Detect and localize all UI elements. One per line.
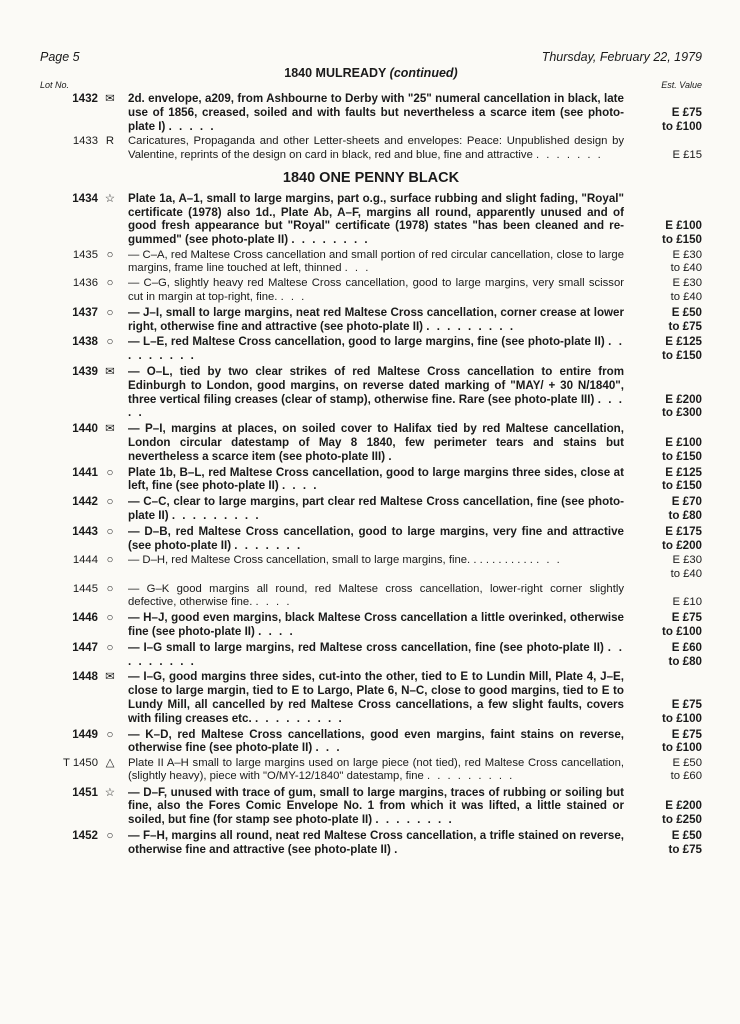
estimate-low: E £100: [665, 219, 702, 233]
lot-estimate: [624, 135, 702, 161]
lot-estimate: [624, 829, 702, 857]
lot-row: [40, 829, 702, 857]
lot-description: [122, 422, 624, 463]
section-heading-mulready: 1840 MULREADY (continued): [284, 66, 458, 80]
lot-condition-icon: R: [105, 135, 115, 148]
lot-description-text: — D–B, red Maltese Cross cancellation, good to large margins, very fine and attractive (see photo-plate II): [128, 524, 624, 552]
lot-estimate: [624, 611, 702, 639]
lot-row: [40, 611, 702, 639]
estimate-high: to £300: [662, 406, 702, 420]
lot-number: 1436: [72, 277, 98, 290]
lot-number: 1449: [72, 727, 98, 741]
lot-description-text: Plate II A–H small to large margins used on large piece (not tied), red Maltese Cross cancellation, (slightly heavy), piece with "O/MY-12/1840" datestamp, fine: [128, 757, 624, 783]
lot-estimate: [624, 92, 702, 133]
lot-condition-icon: ○: [106, 727, 114, 741]
lot-number: 1437: [72, 305, 98, 319]
lot-condition-icon: ○: [106, 828, 114, 842]
lot-list-mulready: [40, 92, 702, 162]
lot-row: [40, 365, 702, 420]
lot-description: [122, 306, 624, 334]
lot-condition-icon: ○: [106, 611, 114, 625]
lot-condition-icon: ☆: [104, 191, 116, 205]
lot-estimate: [624, 525, 702, 553]
lot-description-text: — F–H, margins all round, neat red Maltese Cross cancellation, a trifle stained on reverse, otherwise fine and attractive (see photo-plate II): [128, 828, 624, 856]
lot-number: 1442: [72, 495, 98, 509]
estimate-low: E £50: [671, 305, 702, 319]
lot-condition-icon: ○: [106, 335, 114, 349]
lot-description: [122, 611, 624, 639]
leader-dots: . . . .: [258, 624, 295, 638]
lot-condition-icon: ○: [106, 524, 114, 538]
estimate-high: to £75: [668, 319, 702, 333]
estimate-high: to £75: [668, 842, 702, 856]
lot-estimate: [624, 757, 702, 783]
lot-estimate: [624, 306, 702, 334]
lot-number: 1447: [72, 640, 98, 654]
estimate-low: E £30: [672, 248, 702, 261]
estimate-low: E £30: [672, 277, 702, 290]
estimate-low: E £175: [665, 524, 702, 538]
lot-estimate: [624, 583, 702, 609]
estimate-high: to £200: [662, 538, 702, 552]
lot-description: [122, 554, 624, 580]
estimate-low: E £200: [665, 799, 702, 813]
lot-description: [122, 670, 624, 725]
lot-description-text: — P–I, margins at places, on soiled cover to Halifax tied by red Maltese cancellation, London circular datestamp of May 8 1840, few perimeter tears and stains but nevertheless a scarce item (see photo-plate III): [128, 422, 624, 463]
estimate-high: to £150: [662, 349, 702, 363]
lot-number: 1444: [72, 554, 98, 567]
lot-description-text: Plate 1b, B–L, red Maltese Cross cancellation, good to large margins three sides, close at left, fine (see photo-plate II): [128, 465, 624, 493]
lot-estimate: [624, 728, 702, 756]
estimate-high: to £80: [668, 508, 702, 522]
leader-dots: . . . . . . . . .: [128, 335, 624, 363]
leader-dots: . . . . . . . . .: [426, 770, 515, 783]
lot-row: [40, 641, 702, 669]
lot-number: 1448: [72, 670, 98, 684]
lot-description-text: Plate 1a, A–1, small to large margins, part o.g., surface rubbing and slight fading, "Royal" certificate (1978) also 1d., Plate Ab, A–F, margins all round, apparently unused and of good fresh appearance but "Royal" certificate (1978) states "has been cleaned and re-gummed" (see photo-plate II): [128, 191, 624, 247]
lot-row: [40, 422, 702, 463]
lot-description: [122, 365, 624, 420]
leader-dots: . . . . .: [128, 392, 624, 420]
estimate-low: E £200: [665, 392, 702, 406]
lot-condition-icon: ○: [106, 465, 114, 479]
lot-condition-icon: ✉: [105, 422, 115, 436]
leader-dots: . . .: [280, 290, 307, 303]
estimate-high: to £100: [662, 711, 702, 725]
estimate-high: to £150: [662, 233, 702, 247]
estimate-low: E £50: [671, 828, 702, 842]
lot-description: [122, 249, 624, 275]
lot-condition-icon: ○: [106, 277, 114, 290]
lot-condition-icon: ○: [106, 554, 114, 567]
lot-condition-icon: ✉: [105, 364, 115, 378]
estimate-low: E £30: [672, 554, 702, 567]
lot-description-text: — G–K good margins all round, red Maltese cross cancellation, lower-right corner slightly defective, otherwise fine.: [128, 582, 624, 608]
lot-estimate: [624, 786, 702, 827]
est-value-header: Est. Value: [661, 80, 702, 90]
leader-dots: .: [394, 842, 400, 856]
lot-condition-icon: ☆: [104, 785, 116, 799]
lot-description: [122, 583, 624, 609]
lot-row: [40, 757, 702, 783]
lot-row: [40, 670, 702, 725]
estimate-low: E £125: [665, 465, 702, 479]
lot-description-text: — I–G small to large margins, red Maltese cross cancellation, fine (see photo-plate II): [128, 640, 604, 654]
lot-condition-icon: ✉: [105, 92, 115, 105]
estimate-low: E £125: [665, 335, 702, 349]
sale-date: Thursday, February 22, 1979: [541, 50, 702, 64]
estimate-high: to £80: [668, 654, 702, 668]
lot-description-text: Caricatures, Propaganda and other Letter-sheets and envelopes: Peace: Unpublished design by Valentine, reprints of the design on card in black, red and blue, fine and attractive: [128, 135, 624, 161]
lot-number: 1433: [72, 135, 98, 148]
lot-condition-icon: ○: [106, 248, 114, 261]
lot-row: [40, 583, 702, 609]
lot-number: 1435: [72, 248, 98, 261]
leader-dots: . . . . . . .: [536, 148, 603, 161]
estimate-high: to £60: [670, 770, 702, 783]
lot-estimate: [624, 277, 702, 303]
lot-estimate: [624, 335, 702, 363]
lot-number: 1432: [72, 92, 98, 105]
lot-estimate: [624, 466, 702, 494]
lot-description: [122, 641, 624, 669]
estimate-high: to £40: [670, 290, 702, 303]
estimate-high: to £150: [662, 479, 702, 493]
lot-row: [40, 728, 702, 756]
lot-number: T 1450: [63, 757, 98, 770]
lot-estimate: [624, 249, 702, 275]
lot-description-text: — C–C, clear to large margins, part clear red Maltese Cross cancellation, fine (see photo-plate II): [128, 495, 624, 522]
estimate-high: to £250: [662, 813, 702, 827]
lot-description: [122, 495, 624, 523]
lot-row: [40, 92, 702, 133]
lot-description: [122, 92, 624, 133]
lot-description-text: — I–G, good margins three sides, cut-into the other, tied to E to Lundin Mill, Plate 4, J–E, close to large margin, tied to E to Largo, Plate 6, N–C, close to good margins, tied to E to Lundy Mill, all cancelled by red Maltese Cross cancellations, a few slight faults, covers with filing creases etc.: [128, 670, 624, 725]
lot-description-text: — D–H, red Maltese Cross cancellation, small to large margins, fine. . . . . . . . . . .: [128, 554, 533, 567]
leader-dots: . . . . . . . . .: [171, 508, 261, 522]
lot-description-text: 2d. envelope, a209, from Ashbourne to Derby with "25" numeral cancellation in black, late use of 1856, creased, soiled and with faults but nevertheless a scarce item (see photo-plate I): [128, 92, 624, 133]
lot-number: 1439: [72, 364, 98, 378]
lot-condition-icon: ○: [106, 582, 114, 595]
lot-estimate: [624, 670, 702, 725]
lot-description: [122, 728, 624, 756]
lot-number: 1440: [72, 422, 98, 436]
leader-dots: . . .: [315, 741, 342, 755]
lot-estimate: [624, 365, 702, 420]
lot-description: [122, 829, 624, 857]
lot-list-penny-black: [40, 192, 702, 857]
leader-dots: .: [388, 449, 394, 463]
estimate-low: E £100: [665, 435, 702, 449]
lot-description: [122, 786, 624, 827]
page-number: Page 5: [40, 50, 80, 64]
lot-condition-icon: ○: [106, 495, 114, 509]
leader-dots: . . .: [344, 262, 371, 275]
lot-row: [40, 525, 702, 553]
estimate-high: to £100: [662, 624, 702, 638]
lot-estimate: [624, 192, 702, 247]
lot-description: [122, 277, 624, 303]
estimate-high: E £10: [672, 595, 702, 608]
estimate-high: to £100: [662, 741, 702, 755]
estimate-high: to £150: [662, 449, 702, 463]
catalogue-page: [40, 50, 702, 859]
estimate-low: E £75: [671, 105, 702, 119]
leader-dots: . . . . . . .: [234, 538, 303, 552]
lot-description: [122, 135, 624, 161]
lot-description-text: — H–J, good even margins, black Maltese Cross cancellation a little overinked, otherwise fine (see photo-plate II): [128, 611, 624, 638]
lot-number: 1434: [72, 191, 98, 205]
leader-dots: . . . . . . . . .: [254, 711, 344, 725]
leader-dots: . . . . .: [168, 119, 216, 133]
lot-row: [40, 249, 702, 275]
leader-dots: . . . . . . . .: [375, 813, 454, 827]
lot-row: [40, 786, 702, 827]
estimate-high: E £15: [672, 148, 702, 161]
lot-number: 1441: [72, 465, 98, 479]
lot-description-text: — C–A, red Maltese Cross cancellation and small portion of red circular cancellation, close to large margins, frame line touched at left, thinned: [128, 248, 624, 275]
lot-description: [122, 192, 624, 247]
leader-dots: . . . . . . . . .: [426, 319, 516, 333]
page-header: [40, 50, 702, 64]
leader-dots: . . .: [536, 554, 562, 567]
lot-estimate: [624, 641, 702, 669]
lot-number: 1443: [72, 524, 98, 538]
leader-dots: . . . . . . . . .: [128, 640, 625, 668]
lot-description: [122, 525, 624, 553]
lot-number: 1446: [72, 611, 98, 625]
lot-description: [122, 466, 624, 494]
lot-no-header: Lot No.: [40, 80, 70, 90]
lot-description-text: — O–L, tied by two clear strikes of red Maltese Cross cancellation to entire from Edinburgh to London, good margins, on reverse dated marking of "MAY/ + 30 N/1840", three vertical filing creases (clear of stamp), otherwise fine. Rare (see photo-plate III): [128, 364, 624, 406]
lot-row: [40, 466, 702, 494]
lot-description-text: — D–F, unused with trace of gum, small to large margins, traces of rubbing or soiling but fine, also the Fores Comic Envelope No. 1 from which it was lifted, a little stained or soiled, but fine (for stamp see photo-plate II): [128, 785, 624, 827]
lot-description-text: — C–G, slightly heavy red Maltese Cross cancellation, good to large margins, very small scissor cut in margin at top-right, fine.: [128, 277, 624, 303]
lot-row: [40, 554, 702, 580]
leader-dots: . . . . . . . .: [291, 233, 370, 247]
lot-description-text: — L–E, red Maltese Cross cancellation, good to large margins, fine (see photo-plate II): [128, 335, 605, 349]
estimate-high: to £40: [670, 262, 702, 275]
lot-estimate: [624, 422, 702, 463]
estimate-low: E £75: [671, 611, 702, 625]
lot-estimate: [624, 554, 702, 580]
lot-row: [40, 495, 702, 523]
estimate-low: E £60: [671, 640, 702, 654]
lot-estimate: [624, 495, 702, 523]
lot-description-text: — K–D, red Maltese Cross cancellations, good even margins, faint stains on reverse, otherwise fine (see photo-plate II): [128, 727, 624, 755]
leader-dots: . . . .: [255, 595, 292, 608]
lot-number: 1445: [72, 582, 98, 595]
lot-number: 1452: [72, 828, 98, 842]
lot-row: [40, 192, 702, 247]
section-heading-penny-black: 1840 ONE PENNY BLACK: [282, 169, 460, 186]
lot-number: 1438: [72, 335, 98, 349]
estimate-low: E £75: [671, 727, 702, 741]
lot-row: [40, 277, 702, 303]
lot-description: [122, 335, 624, 363]
estimate-low: E £75: [671, 697, 702, 711]
estimate-high: to £100: [662, 119, 702, 133]
lot-number: 1451: [72, 785, 98, 799]
leader-dots: . . . .: [281, 479, 319, 493]
estimate-low: E £50: [672, 757, 702, 770]
lot-condition-icon: ○: [106, 640, 114, 654]
lot-condition-icon: ✉: [105, 670, 115, 684]
lot-row: [40, 335, 702, 363]
estimate-low: E £70: [671, 495, 702, 509]
lot-description: [122, 757, 624, 783]
lot-row: [40, 135, 702, 161]
lot-condition-icon: △: [105, 757, 115, 770]
estimate-high: to £40: [670, 567, 702, 580]
lot-condition-icon: ○: [106, 305, 114, 319]
lot-row: [40, 306, 702, 334]
lot-description-text: — J–I, small to large margins, neat red Maltese Cross cancellation, corner crease at lower right, otherwise fine and attractive (see photo-plate II): [128, 305, 624, 333]
